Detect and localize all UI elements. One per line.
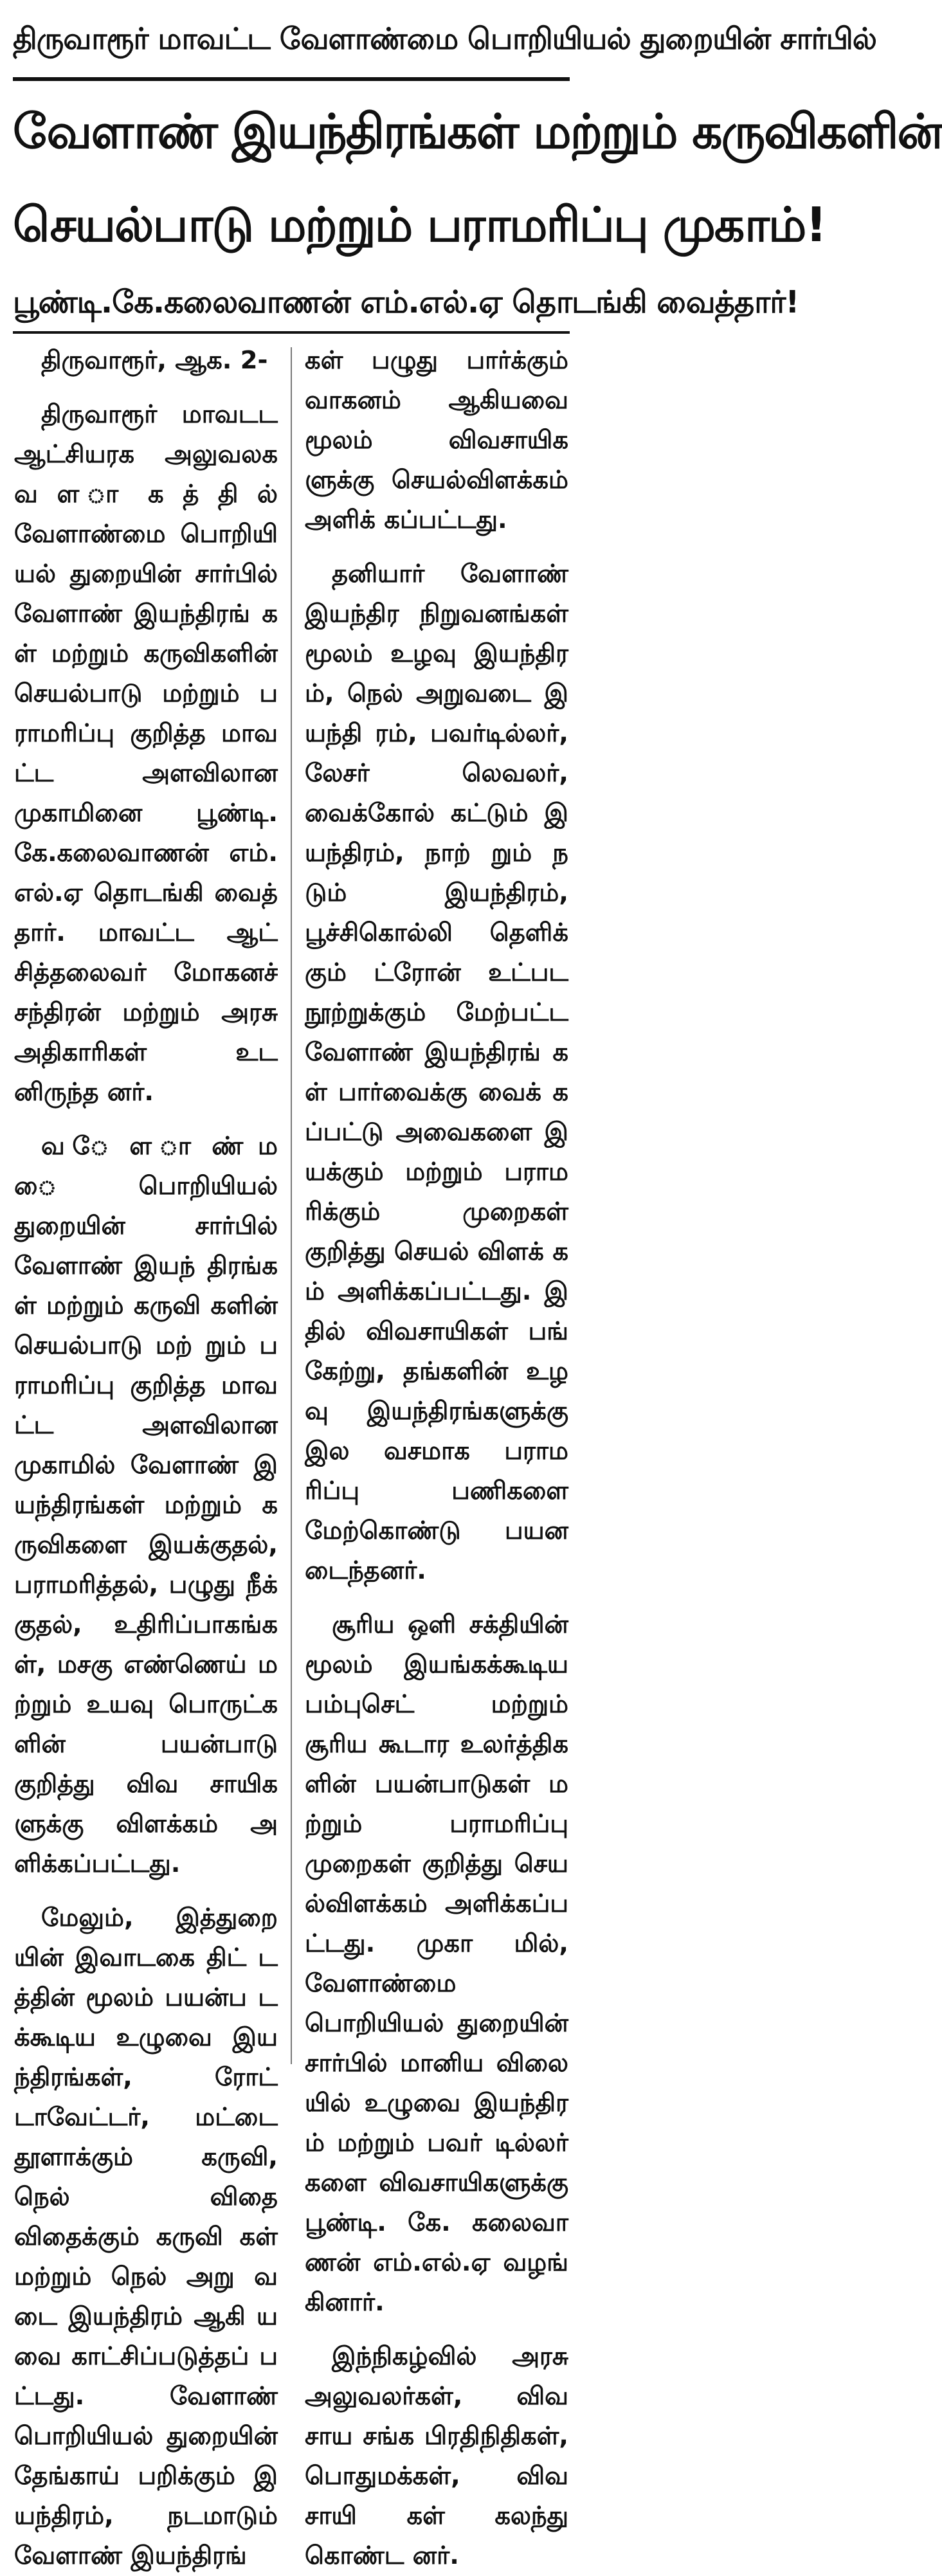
headline-line-1: வேளாண் இயந்திரங்கள் மற்றும் கருவிகளின் [13,104,942,159]
article-column-left [14,341,278,2570]
paragraph: தனியார் வேளாண் இயந்திர நிறுவனங்கள் மூலம் உழவு இயந்திரம், நெல் அறுவடை இயந்தி ரம், பவர்டில்லர், லேசர் லெவலர், வைக்கோல் கட்டும் இயந்திரம், நாற் றும் நடும் இயந்திரம், பூச்சிகொல்லி தெளிக் கும் ட்ரோன் உட்பட நூற்றுக்கும் மேற்பட்ட வேளாண் இயந்திரங் கள் பார்வைக்கு வைக் கப்பட்டு அவைகளை இயக்கும் மற்றும் பராம ரிக்கும் முறைகள் குறித்து செயல் விளக் கம் அளிக்கப்பட்டது. இதில் விவசாயிகள் பங் கேற்று, தங்களின் உழவு இயந்திரங்களுக்கு இல வசமாக பராமரிப்பு பணிகளை மேற்கொண்டு பயனடைந்தனர். [305,559,568,1585]
subheadline: பூண்டி.கே.கலைவாணன் எம்.எல்.ஏ தொடங்கி வைத்தார்! [13,273,570,334]
kicker-line: திருவாரூர் மாவட்ட வேளாண்மை பொறியியல் துறையின் சார்பில் [13,6,570,81]
article-column-right [305,341,568,2570]
paragraph: இந்நிகழ்வில் அரசு அலுவலர்கள், விவசாய சங்க பிரதிநிதிகள், பொதுமக்கள், விவசாயி கள் கலந்து கொண்ட னர். [305,2342,568,2570]
paragraph: திருவாரூர் மாவடட ஆட்சியரக அலுவலக வ ள ா க த் தி ல் வேளாண்மை பொறியி யல் துறையின் சார்பில் வேளாண் இயந்திரங் கள் மற்றும் கருவிகளின் செயல்பாடு மற்றும் பராமரிப்பு குறித்த மாவட்ட அளவிலான முகாமினை பூண்டி. கே.கலைவாணன் எம். எல்.ஏ தொடங்கி வைத் தார். மாவட்ட ஆட் சித்தலைவர் மோகனச் சந்திரன் மற்றும் அரசு அதிகாரிகள் உடனிருந்த னர். [14,400,278,1107]
dateline: திருவாரூர், ஆக. 2- [41,346,268,375]
paragraph: மேலும், இத்துறை யின் இவாடகை திட் டத்தின் மூலம் பயன்ப டக்கூடிய உழுவை இயந்திரங்கள், ரோட் டாவேட்டர், மட்டை தூளாக்கும் கருவி, நெல் விதை விதைக்கும் கருவி கள் மற்றும் நெல் அறு வடை இயந்திரம் ஆகி யவை காட்சிப்படுத்தப் பட்டது. வேளாண் பொறியியல் துறையின் தேங்காய் பறிக்கும் இயந்திரம், நடமாடும் வேளாண் இயந்திரங் [14,1903,278,2570]
paragraph: சூரிய ஒளி சக்தியின் மூலம் இயங்கக்கூடிய பம்புசெட் மற்றும் சூரிய கூடார உலர்த்திகளின் பயன்பாடுகள் மற்றும் பராமரிப்பு முறைகள் குறித்து செயல்விளக்கம் அளிக்கப்பட்டது. முகா மில், வேளாண்மை பொறியியல் துறையின் சார்பில் மானிய விலை யில் உழுவை இயந்திரம் மற்றும் பவர் டில்லர் களை விவசாயிகளுக்கு பூண்டி. கே. கலைவா ணன் எம்.எல்.ஏ வழங் கினார். [305,1610,568,2317]
paragraph: வ ே ள ா ண் ம ை பொறியியல் துறையின் சார்பில் வேளாண் இயந் திரங்கள் மற்றும் கருவி களின் செயல்பாடு மற் றும் பராமரிப்பு குறித்த மாவட்ட அளவிலான முகாமில் வேளாண் இயந்திரங்கள் மற்றும் கருவிகளை இயக்குதல், பராமரித்தல், பழுது நீக் குதல், உதிரிப்பாகங்கள், மசகு எண்ணெய் மற்றும் உயவு பொருட்களின் பயன்பாடு குறித்து விவ சாயிகளுக்கு விளக்கம் அளிக்கப்பட்டது. [14,1132,278,1878]
column-divider [291,347,292,2064]
headline-line-2: செயல்பாடு மற்றும் பராமரிப்பு முகாம்! [13,197,826,253]
paragraph: கள் பழுது பார்க்கும் வாகனம் ஆகியவை மூலம் விவசாயிகளுக்கு செயல்விளக்கம் அளிக் கப்பட்டது. [305,346,568,534]
